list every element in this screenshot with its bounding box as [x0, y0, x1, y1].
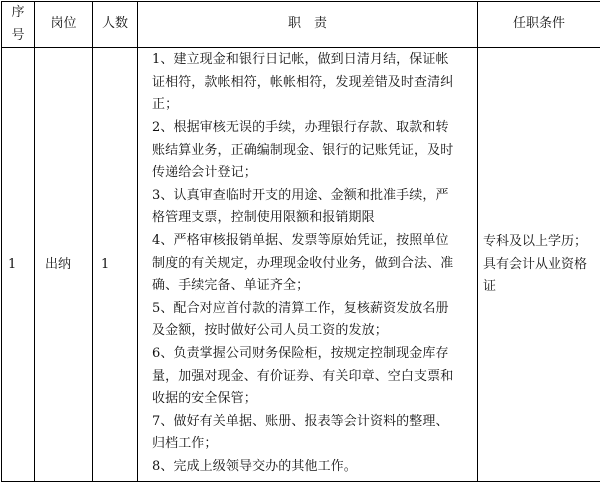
- header-count: 人数: [93, 2, 138, 48]
- duty-item-7: 7、做好有关单据、账册、报表等会计资料的整理、归档工作；: [152, 411, 461, 456]
- job-duty-table: [1, 1, 600, 482]
- cell-post: 出纳: [35, 48, 93, 482]
- duty-item-8: 8、完成上级领导交办的其他工作。: [152, 456, 461, 479]
- cell-conditions: 专科及以上学历；具有会计从业资格证: [478, 48, 600, 482]
- duty-item-1: 1、建立现金和银行日记帐，做到日清月结，保证帐证相符，款帐相符，帐帐相符，发现差错及时查清纠正；: [152, 49, 461, 117]
- duty-item-2: 2、根据审核无误的手续，办理银行存款、取款和转账结算业务，正确编制现金、银行的记账凭证，及时传递给会计登记；: [152, 117, 461, 185]
- table-row: [2, 48, 600, 482]
- duty-item-3: 3、认真审查临时开支的用途、金额和批准手续，严格管理支票，控制使用限额和报销期限: [152, 185, 461, 230]
- cell-seq: 1: [2, 48, 35, 482]
- duty-item-4: 4、严格审核报销单据、发票等原始凭证，按照单位制度的有关规定，办理现金收付业务，做到合法、准确、手续完备、单证齐全；: [152, 230, 461, 298]
- header-post: 岗位: [35, 2, 93, 48]
- header-seq-line2: 号: [2, 25, 34, 48]
- header-duty: 职 责: [138, 2, 478, 48]
- table-header-row: [2, 2, 600, 48]
- cell-count: 1: [93, 48, 138, 482]
- duty-item-5: 5、配合对应首付款的清算工作，复核薪资发放名册及金额，按时做好公司人员工资的发放；: [152, 298, 461, 343]
- header-seq-line1: 序: [2, 2, 34, 25]
- header-seq: [2, 2, 35, 48]
- header-conditions: 任职条件: [478, 2, 600, 48]
- cell-duties: [138, 48, 478, 482]
- duty-item-6: 6、负责掌握公司财务保险柜，按规定控制现金库存量，加强对现金、有价证券、有关印章、空白支票和收据的安全保管；: [152, 343, 461, 411]
